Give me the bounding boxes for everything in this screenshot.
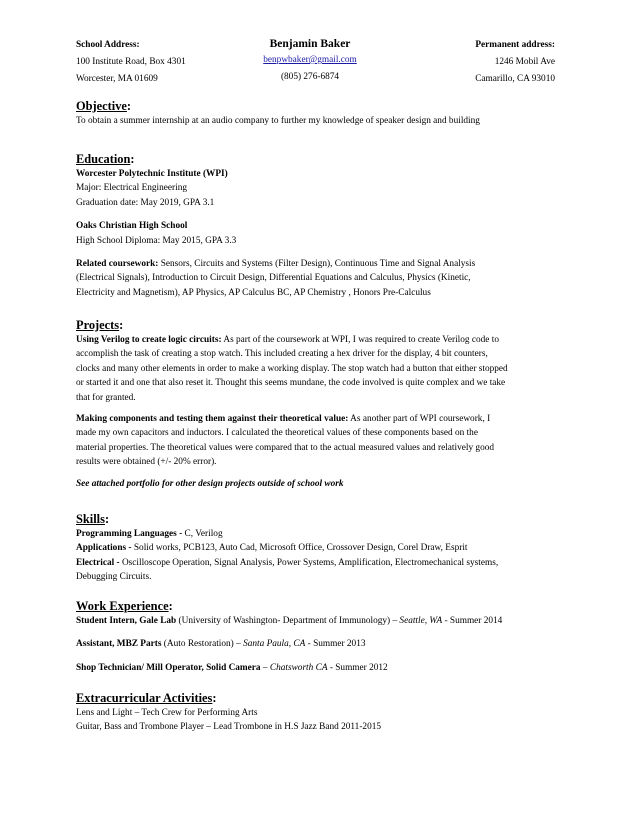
job-gale-lab: Student Intern, Gale Lab (University of Washington- Department of Immunology) – Seattle, WA - Summer 2014: [76, 616, 503, 626]
projects-heading: Projects:: [76, 318, 124, 332]
project1-line1: Using Verilog to create logic circuits: As part of the coursework at WPI, I was required to create Verilog code to: [76, 335, 499, 345]
wpi-major: Major: Electrical Engineering: [76, 183, 187, 194]
project2-line4: results were obtained (+/- 20% error).: [76, 457, 217, 468]
extracurricular-line1: Lens and Light – Tech Crew for Performing Arts: [76, 708, 258, 718]
skills-heading: Skills:: [76, 512, 110, 526]
portfolio-note: See attached portfolio for other design projects outside of school work: [76, 478, 344, 489]
objective-heading: Objective:: [76, 99, 132, 113]
email-link[interactable]: benpwbaker@gmail.com: [263, 55, 357, 65]
school-address-line2: Worcester, MA 01609: [76, 74, 158, 84]
school-address-label: School Address:: [76, 40, 140, 50]
oaks-diploma: High School Diploma: May 2015, GPA 3.3: [76, 235, 237, 246]
project2-line3: material properties. The theoretical values were compared that to the actual measured values and relatively good: [76, 442, 495, 453]
permanent-address-block: [455, 40, 555, 85]
permanent-address-line1: 1246 Mobil Ave: [494, 57, 555, 67]
phone-number: (805) 276-6874: [280, 72, 340, 82]
oaks-name: Oaks Christian High School: [76, 221, 188, 232]
candidate-name: Benjamin Baker: [269, 38, 351, 50]
school-address-block: [76, 40, 186, 85]
coursework-line1: Related coursework: Sensors, Circuits and Systems (Filter Design), Continuous Time and Signal Analysis: [76, 259, 476, 270]
extracurricular-line2: Guitar, Bass and Trombone Player – Lead Trombone in H.S Jazz Band 2011-2015: [76, 722, 382, 733]
education-section: [76, 152, 566, 300]
skills-applications: Applications - Solid works, PCB123, Auto Cad, Microsoft Office, Crossover Design, Corel Draw, Esprit: [76, 543, 468, 554]
school-address-line1: 100 Institute Road, Box 4301: [76, 57, 186, 67]
extracurricular-section: [76, 691, 566, 735]
project1-line3: clocks and many other elements in order to make a working display. The stop watch had a button that either stopped: [76, 363, 508, 374]
work-heading: Work Experience:: [76, 599, 173, 613]
wpi-name: Worcester Polytechnic Institute (WPI): [76, 169, 228, 179]
skills-section: [76, 512, 566, 585]
projects-section: [76, 318, 566, 491]
job-solid-camera: Shop Technician/ Mill Operator, Solid Camera – Chatsworth CA - Summer 2012: [76, 662, 388, 673]
coursework-line2: (Electrical Signals), Introduction to Circuit Design, Differential Equations and Calculus, Physics (Kinetic,: [76, 273, 471, 284]
project1-line2: accomplish the task of creating a stop watch. This included creating a hex driver for the display, 4 bit counters,: [76, 349, 488, 360]
work-section: [76, 599, 566, 675]
project1-line4: or started it and one that also reset it. Thought this seems mundane, the code involved is quite complex and we take: [76, 378, 506, 389]
project2-line1: Making components and testing them against their theoretical value: As another part of WPI coursework, I: [76, 414, 491, 425]
education-heading: Education:: [76, 152, 135, 166]
objective-text: To obtain a summer internship at an audio company to further my knowledge of speaker design and building: [76, 116, 480, 126]
contact-block: [250, 38, 370, 83]
skills-electrical-line1: Electrical - Oscilloscope Operation, Signal Analysis, Power Systems, Amplification, Electromechanical systems,: [76, 557, 499, 568]
coursework-line3: Electricity and Magnetism), AP Physics, AP Calculus BC, AP Chemistry , Honors Pre-Calculus: [76, 287, 431, 298]
skills-electrical-line2: Debugging Circuits.: [76, 572, 152, 583]
extracurricular-heading: Extracurricular Activities:: [76, 691, 217, 705]
skills-programming: Programming Languages - C, Verilog: [76, 529, 223, 539]
wpi-graduation: Graduation date: May 2019, GPA 3.1: [76, 197, 215, 208]
permanent-address-line2: Camarillo, CA 93010: [475, 74, 555, 84]
permanent-address-label: Permanent address:: [475, 40, 555, 50]
objective-section: [76, 99, 566, 128]
job-mbz-parts: Assistant, MBZ Parts (Auto Restoration) – Santa Paula, CA - Summer 2013: [76, 639, 366, 650]
project2-line2: made my own capacitors and inductors. I calculated the theoretical values of these components based on the: [76, 428, 478, 439]
project1-line5: that for granted.: [76, 392, 136, 403]
